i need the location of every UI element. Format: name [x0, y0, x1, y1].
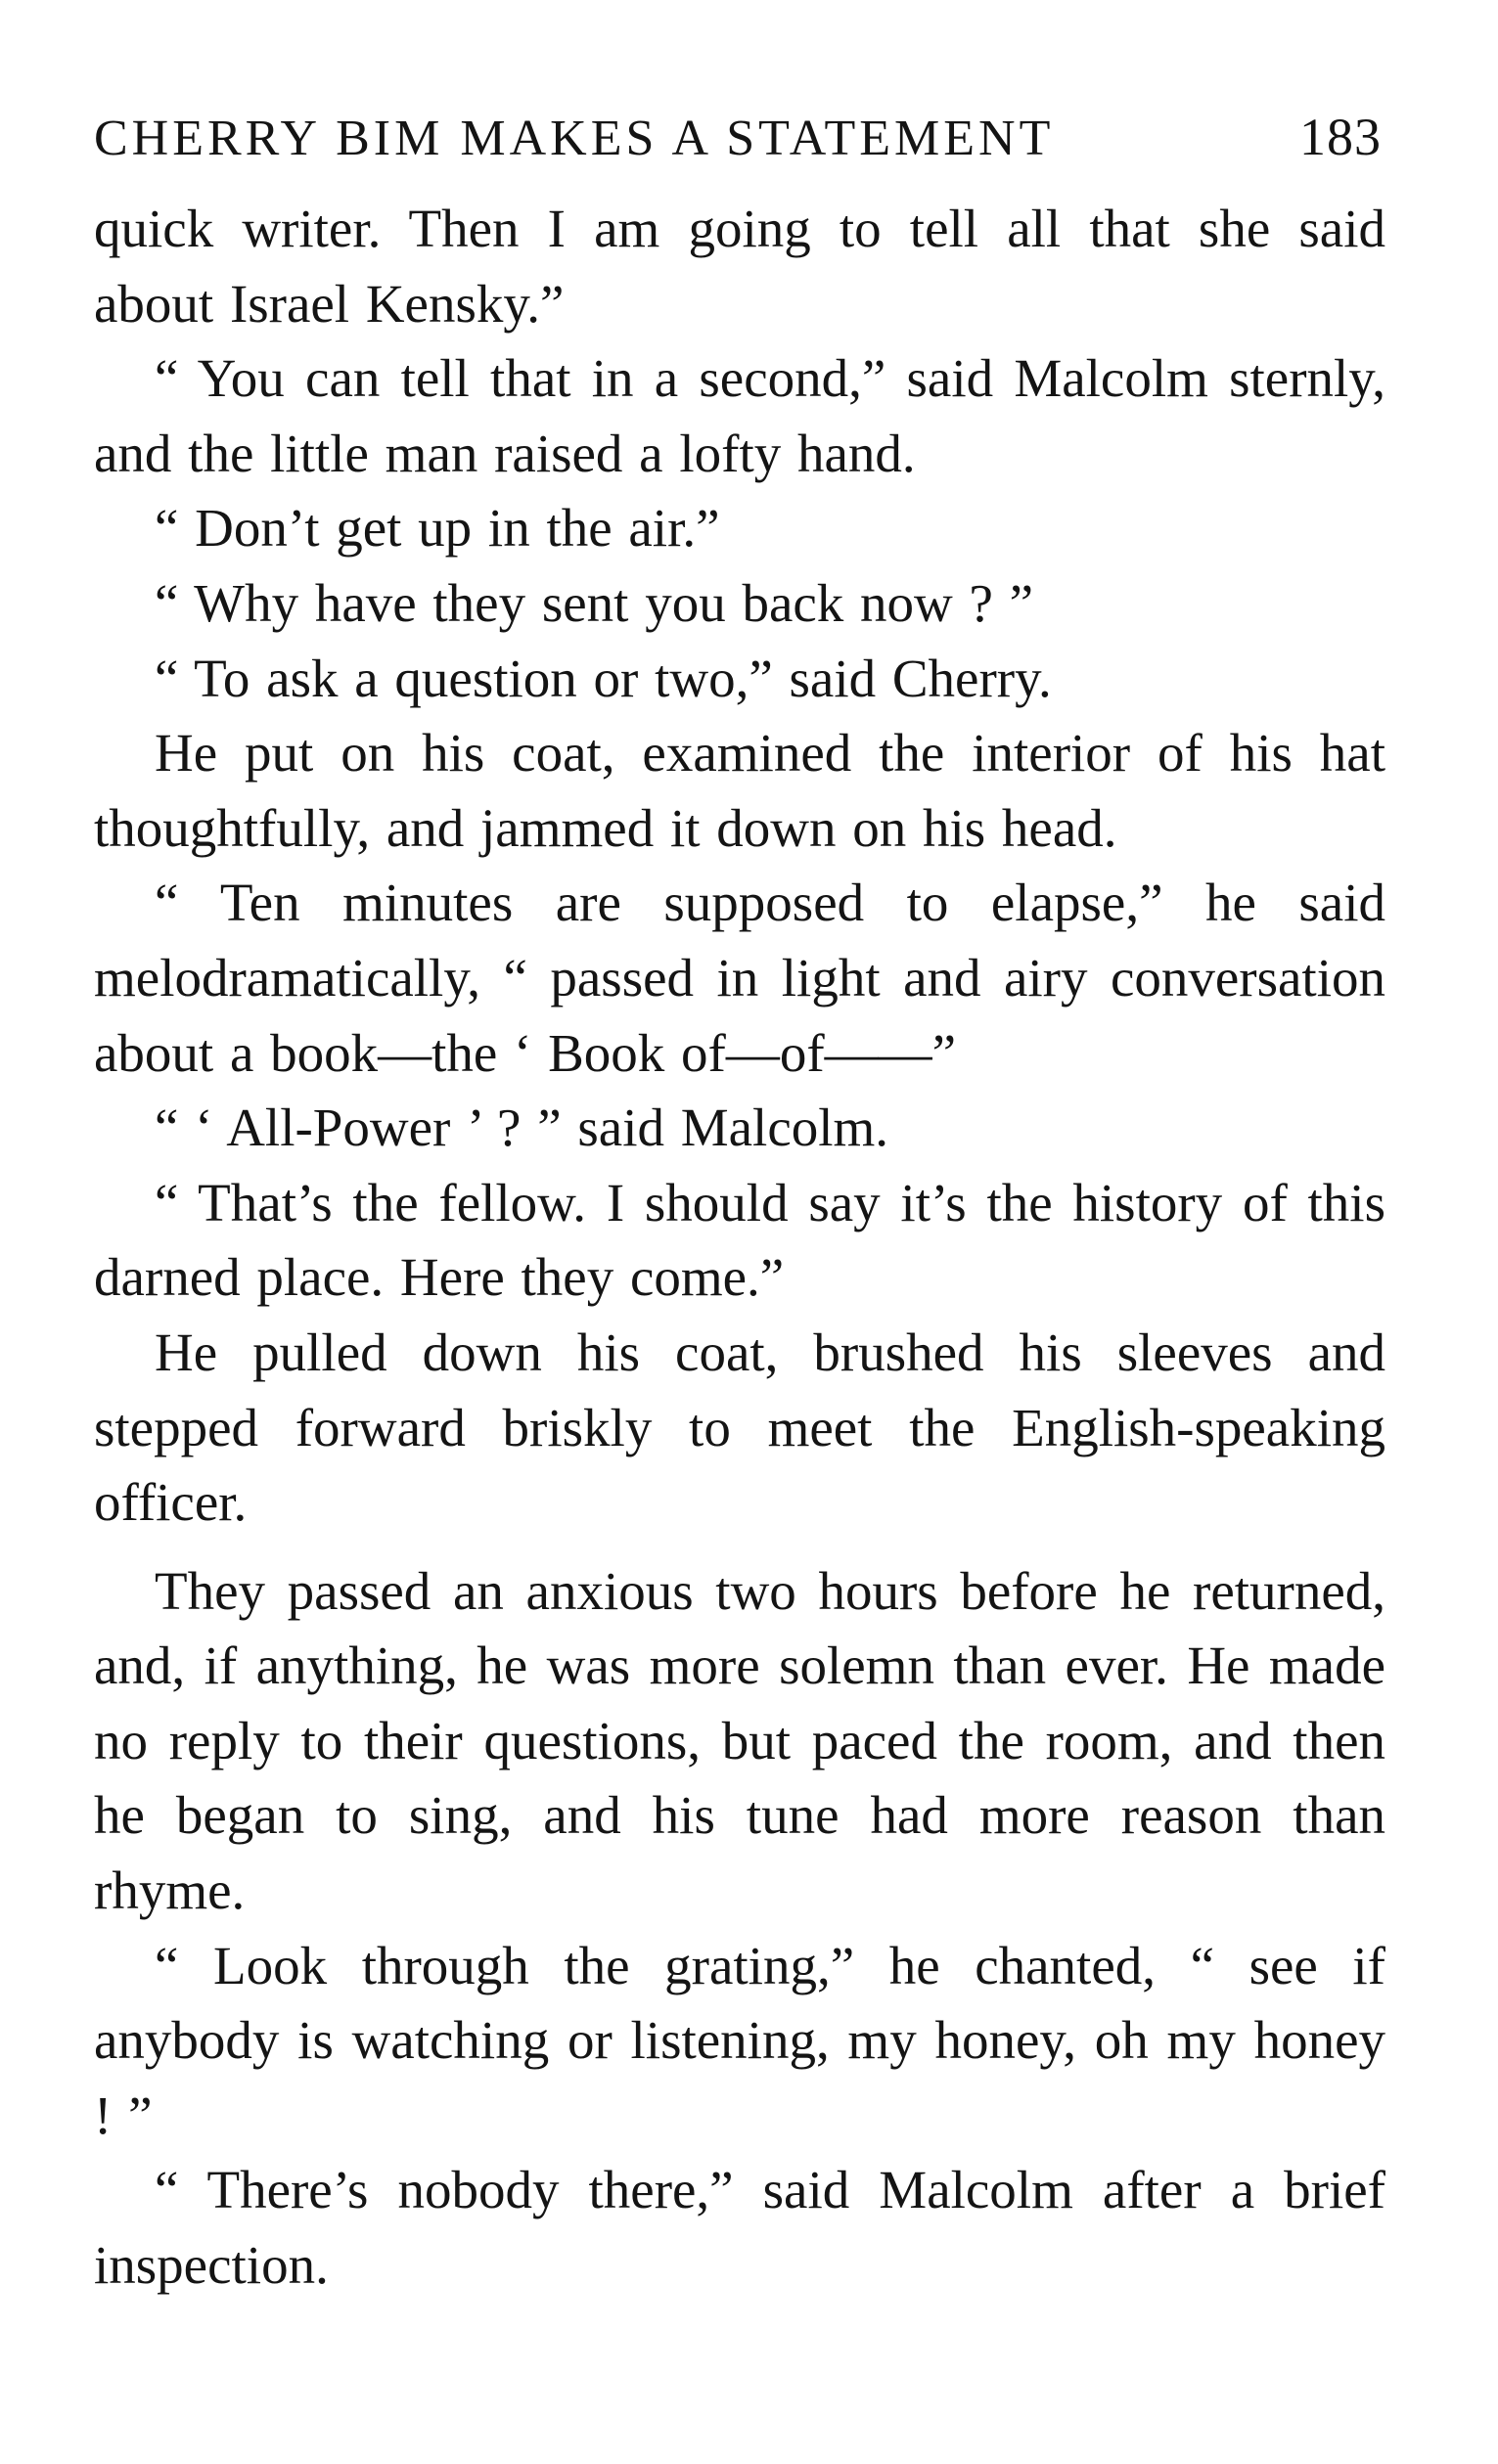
running-header [94, 108, 1385, 168]
paragraph: “ ‘ All-Power ’ ? ” said Malcolm. [155, 1098, 889, 1158]
paragraph: “ Ten minutes are supposed to elapse,” he said melodramatically, “ passed in light and airy conversation about a book—the ‘ Book of—of——” [94, 873, 1385, 1083]
paragraph: “ That’s the fellow. I should say it’s the history of this darned place. Here they come.” [94, 1172, 1385, 1308]
paragraph: “ Look through the grating,” he chanted, “ see if anybody is watching or listening, my honey, oh my honey ! ” [94, 1935, 1385, 2145]
paragraph: “ Don’t get up in the air.” [155, 498, 720, 559]
paragraph: “ Why have they sent you back now ? ” [155, 572, 1034, 633]
paragraph: He put on his coat, examined the interior of his hat thoughtfully, and jammed it down on his head. [94, 723, 1385, 858]
paragraph: “ There’s nobody there,” said Malcolm after a brief inspection. [94, 2160, 1385, 2296]
book-page [94, 108, 1385, 2304]
paragraph: He pulled down his coat, brushed his sleeves and stepped forward briskly to meet the English-speaking officer. [94, 1322, 1385, 1533]
paragraph: “ You can tell that in a second,” said Malcolm sternly, and the little man raised a lofty hand. [94, 348, 1385, 483]
paragraph-continuation: quick writer. Then I am going to tell all that she said about Israel Kensky.” [94, 199, 1385, 334]
paragraph: “ To ask a question or two,” said Cherry. [155, 648, 1052, 708]
chapter-title: CHERRY BIM MAKES A STATEMENT [94, 111, 1055, 166]
paragraph: They passed an anxious two hours before he returned, and, if anything, he was more solemn than ever. He made no reply to their questions, but paced the room, and then he began to sing, and his tune had more reason than rhyme. [94, 1560, 1385, 1921]
page-number: 183 [1299, 108, 1382, 166]
body-text [94, 192, 1385, 2304]
